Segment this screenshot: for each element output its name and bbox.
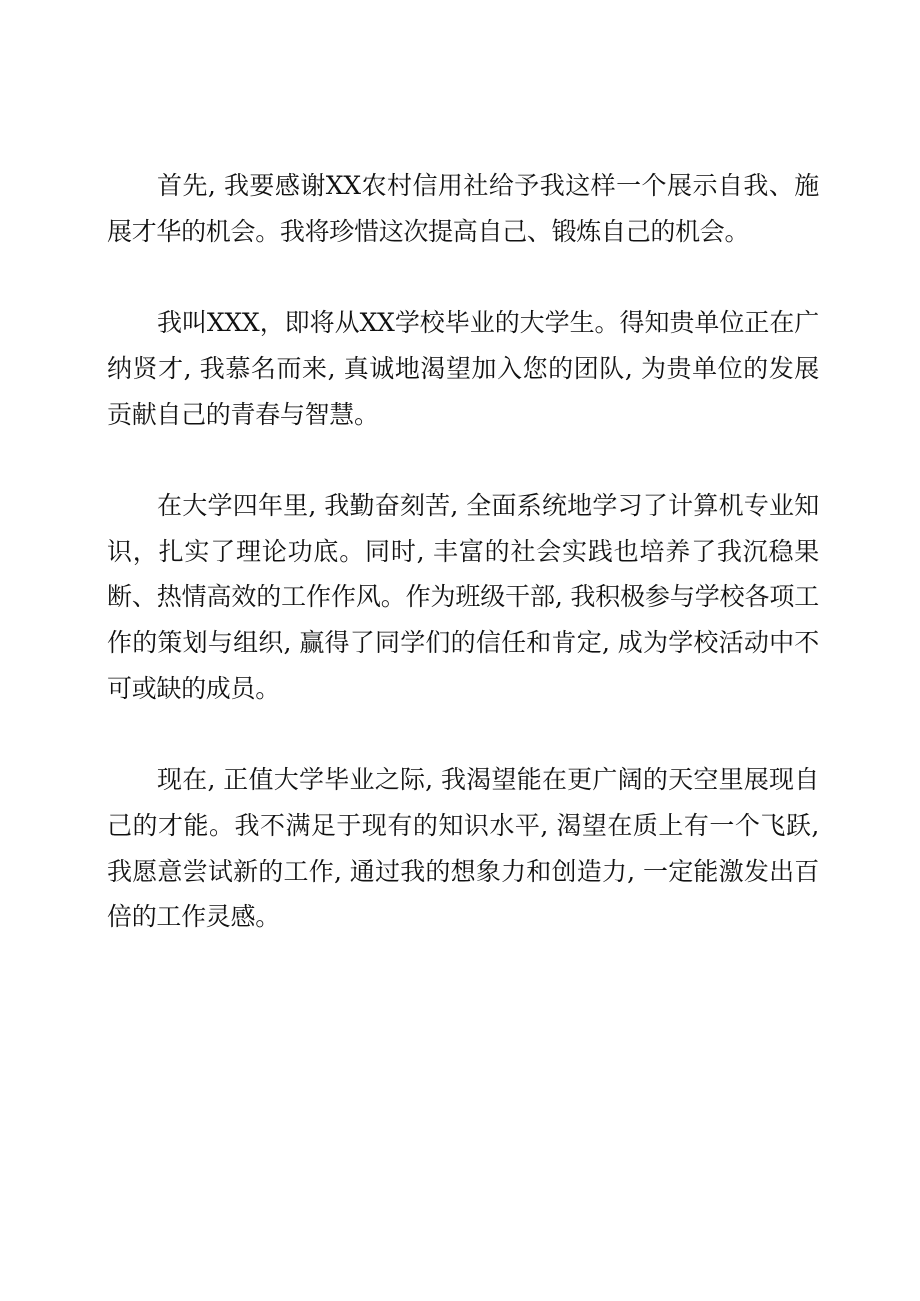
document-body bbox=[107, 163, 819, 986]
paragraph-gratitude: 首先, 我要感谢XX农村信用社给予我这样一个展示自我、施展才华的机会。我将珍惜这次提高自己、锻炼自己的机会。 bbox=[107, 171, 819, 246]
paragraph-university-experience: 在大学四年里, 我勤奋刻苦, 全面系统地学习了计算机专业知识，扎实了理论功底。同时, 丰富的社会实践也培养了我沉稳果断、热情高效的工作作风。作为班级干部, 我积极参与学校各项工作的策划与组织, 赢得了同学们的信任和肯定, 成为学校活动中不可或缺的成员。 bbox=[107, 490, 819, 703]
paragraph-introduction: 我叫XXX，即将从XX学校毕业的大学生。得知贵单位正在广纳贤才, 我慕名而来, 真诚地渴望加入您的团队, 为贵单位的发展贡献自己的青春与智慧。 bbox=[107, 308, 819, 429]
paragraph-aspiration: 现在, 正值大学毕业之际, 我渴望能在更广阔的天空里展现自己的才能。我不满足于现有的知识水平, 渴望在质上有一个飞跃, 我愿意尝试新的工作, 通过我的想象力和创造力, 一定能激发出百倍的工作灵感。 bbox=[107, 765, 819, 932]
